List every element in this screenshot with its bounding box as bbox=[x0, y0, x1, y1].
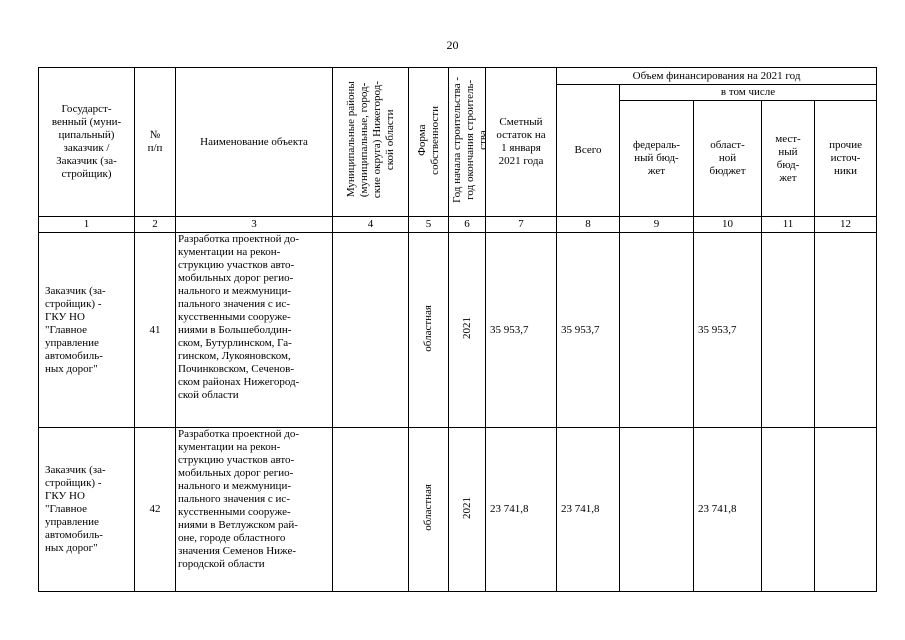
header-financing-volume: Объем финансирования на 2021 год bbox=[557, 68, 877, 85]
total-cell: 23 741,8 bbox=[557, 428, 620, 592]
header-row-1 bbox=[39, 68, 877, 85]
column-number: 2 bbox=[135, 217, 176, 233]
header-other: прочие источ- ники bbox=[815, 101, 877, 217]
federal-cell bbox=[620, 233, 694, 428]
local-cell bbox=[762, 233, 815, 428]
header-municipal-districts: Муниципальные районы (муниципальные, город- ские округа) Нижегород- ской области bbox=[344, 81, 396, 199]
federal-cell bbox=[620, 428, 694, 592]
column-number: 12 bbox=[815, 217, 877, 233]
header-estimated-balance: Сметный остаток на 1 января 2021 года bbox=[486, 68, 557, 217]
row-number-cell: 41 bbox=[135, 233, 176, 428]
header-municipal-districts-cell bbox=[333, 68, 409, 217]
header-construction-years: Год начала строительства - год окончания строитель- ства bbox=[451, 77, 489, 203]
object-name-cell: Разработка проектной до- кументации на рекон- струкцию участков авто- мобильных дорог регио- нального и межмуници- пального значения с ис- кусственными сооруже- ниями в Ветлужском рай- оне, городе областного значения Семенов Ниже- городской области bbox=[176, 428, 333, 592]
header-federal: федераль- ный бюд- жет bbox=[620, 101, 694, 217]
column-number-row bbox=[39, 217, 877, 233]
years-cell bbox=[449, 428, 486, 592]
total-cell: 35 953,7 bbox=[557, 233, 620, 428]
regional-cell: 23 741,8 bbox=[694, 428, 762, 592]
other-cell bbox=[815, 428, 877, 592]
ownership-cell bbox=[409, 233, 449, 428]
ownership-value: областная bbox=[422, 484, 434, 531]
table-row bbox=[39, 428, 877, 592]
column-number: 8 bbox=[557, 217, 620, 233]
local-cell bbox=[762, 428, 815, 592]
column-number: 5 bbox=[409, 217, 449, 233]
page-number: 20 bbox=[446, 38, 459, 52]
years-value: 2021 bbox=[460, 317, 473, 339]
customer-cell: Заказчик (за- стройщик) - ГКУ НО "Главное управление автомобиль- ных дорог" bbox=[39, 428, 135, 592]
column-number: 7 bbox=[486, 217, 557, 233]
column-number: 9 bbox=[620, 217, 694, 233]
header-total: Всего bbox=[557, 85, 620, 217]
column-number: 1 bbox=[39, 217, 135, 233]
regional-cell: 35 953,7 bbox=[694, 233, 762, 428]
column-number: 3 bbox=[176, 217, 333, 233]
estimated-balance-cell: 23 741,8 bbox=[486, 428, 557, 592]
ownership-cell bbox=[409, 428, 449, 592]
header-object-name: Наименование объекта bbox=[176, 68, 333, 217]
column-number: 10 bbox=[694, 217, 762, 233]
ownership-value: областная bbox=[422, 304, 434, 352]
customer-cell: Заказчик (за- стройщик) - ГКУ НО "Главное управление автомобиль- ных дорог" bbox=[39, 233, 135, 428]
other-cell bbox=[815, 233, 877, 428]
estimated-balance-cell: 35 953,7 bbox=[486, 233, 557, 428]
header-years-cell bbox=[449, 68, 489, 217]
header-regional: област- ной бюджет bbox=[694, 101, 762, 217]
header-local: мест- ный бюд- жет bbox=[762, 101, 815, 217]
header-ownership-cell bbox=[409, 68, 449, 217]
header-customer: Государст- венный (муни- ципальный) заказчик / Заказчик (за- стройщик) bbox=[39, 68, 135, 217]
table-row bbox=[39, 233, 877, 428]
years-value: 2021 bbox=[460, 496, 473, 519]
municipal-districts-cell bbox=[333, 233, 409, 428]
financing-table bbox=[38, 67, 877, 592]
object-name-cell: Разработка проектной до- кументации на рекон- струкцию участков авто- мобильных дорог регио- нального и межмуници- пального значения с ис- кусственными сооруже- ниями в Большеболдин- ском, Бутурлинском, Га- гинском, Лукояновском, Починковском, Сеченов- ском районах Нижегород- ской области bbox=[176, 233, 333, 428]
column-number: 4 bbox=[333, 217, 409, 233]
row-number-cell: 42 bbox=[135, 428, 176, 592]
column-number: 11 bbox=[762, 217, 815, 233]
municipal-districts-cell bbox=[333, 428, 409, 592]
header-ownership: Форма собственности bbox=[415, 105, 441, 175]
years-cell bbox=[449, 233, 486, 428]
column-number: 6 bbox=[449, 217, 486, 233]
header-num: № п/п bbox=[135, 68, 176, 217]
header-including: в том числе bbox=[620, 85, 877, 101]
